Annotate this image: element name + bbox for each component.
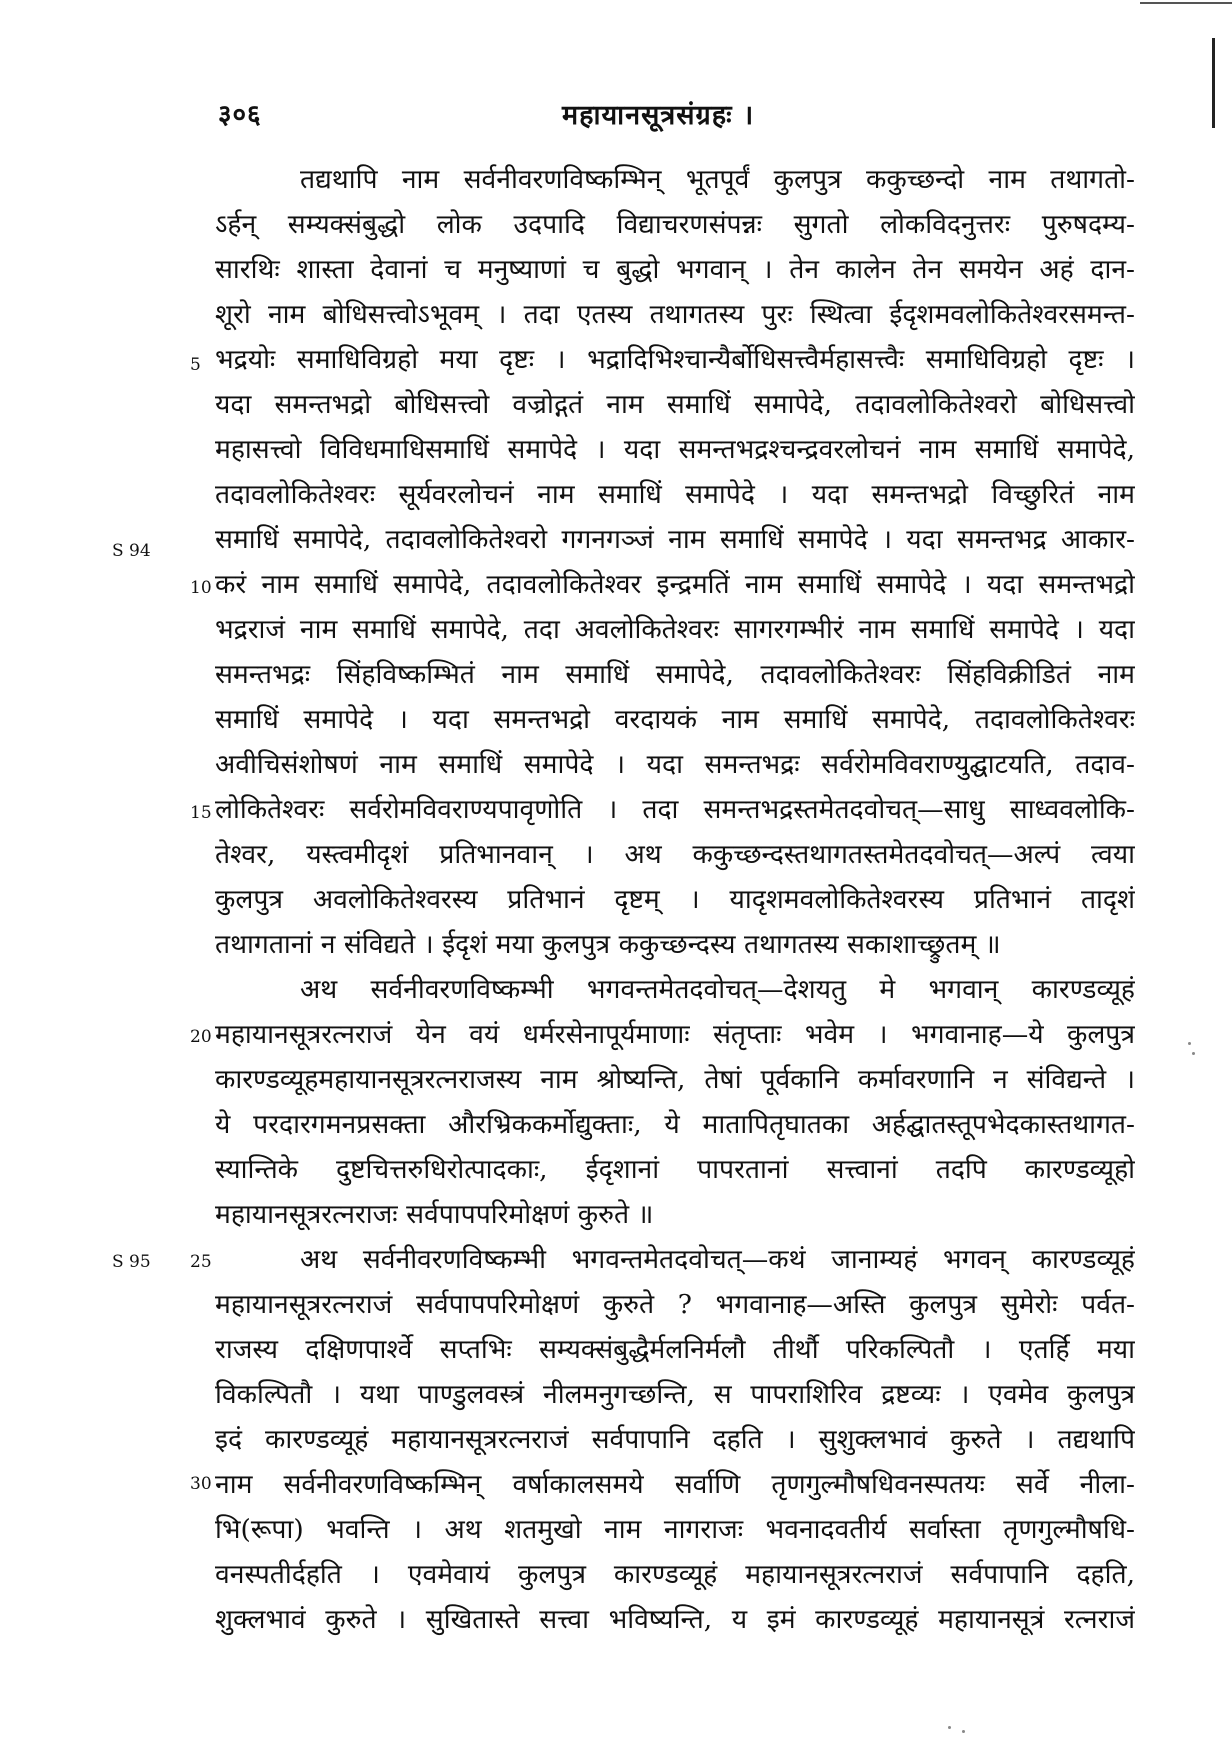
line-number: 30 xyxy=(190,1474,212,1494)
text-line: ऽर्हन् सम्यक्संबुद्धो लोक उदपादि विद्याचरणसंपन्नः सुगतो लोकविदनुत्तरः पुरुषदम्य- xyxy=(215,209,1135,240)
text-line: भि(रूपा) भवन्ति । अथ शतमुखो नाम नागराजः भवनादवतीर्य सर्वास्ता तृणगुल्मौषधि- xyxy=(215,1514,1135,1545)
scan-speck xyxy=(1188,1042,1191,1045)
text-line: भद्रयोः समाधिविग्रहो मया दृष्टः । भद्रादिभिश्चान्यैर्बोधिसत्त्वैर्महासत्त्वैः समाधिविग्रहो दृष्टः । xyxy=(215,344,1135,375)
text-line: सारथिः शास्ता देवानां च मनुष्याणां च बुद्धो भगवान् । तेन कालेन तेन समयेन अहं दान- xyxy=(215,254,1135,285)
scan-speck xyxy=(1192,1052,1195,1055)
text-line: महासत्त्वो विविधमाधिसमाधिं समापेदे । यदा समन्तभद्रश्चन्द्रवरलोचनं नाम समाधिं समापेदे, xyxy=(215,434,1135,465)
text-line: अथ सर्वनीवरणविष्कम्भी भगवन्तमेतदवोचत्—कथं जानाम्यहं भगवन् कारण्डव्यूहं xyxy=(300,1244,1135,1275)
scan-speck xyxy=(948,1726,951,1729)
text-line: अथ सर्वनीवरणविष्कम्भी भगवन्तमेतदवोचत्—देशयतु मे भगवान् कारण्डव्यूहं xyxy=(300,974,1135,1005)
text-line: तदावलोकितेश्वरः सूर्यवरलोचनं नाम समाधिं समापेदे । यदा समन्तभद्रो विच्छुरितं नाम xyxy=(215,479,1135,510)
text-line: यदा समन्तभद्रो बोधिसत्त्वो वज्रोद्गतं नाम समाधिं समापेदे, तदावलोकितेश्वरो बोधिसत्त्वो xyxy=(215,389,1135,420)
text-line: महायानसूत्ररत्नराजं सर्वपापपरिमोक्षणं कुरुते ? भगवानाह—अस्ति कुलपुत्र सुमेरोः पर्वत- xyxy=(215,1289,1135,1320)
binding-edge-line xyxy=(1212,38,1215,128)
margin-reference: S 95 xyxy=(112,1252,151,1272)
text-line: भद्रराजं नाम समाधिं समापेदे, तदा अवलोकितेश्वरः सागरगम्भीरं नाम समाधिं समापेदे । यदा xyxy=(215,614,1135,645)
line-number: 20 xyxy=(190,1027,212,1047)
page-number: ३०६ xyxy=(218,100,262,130)
text-line: समाधिं समापेदे । यदा समन्तभद्रो वरदायकं नाम समाधिं समापेदे, तदावलोकितेश्वरः xyxy=(215,704,1135,735)
scan-speck xyxy=(962,1730,965,1733)
text-line: राजस्य दक्षिणपार्श्वे सप्तभिः सम्यक्संबुद्धैर्मलनिर्मलौ तीर्थौ परिकल्पितौ । एतर्हि मया xyxy=(215,1334,1135,1365)
text-line: ये परदारगमनप्रसक्ता औरभ्रिककर्मोद्युक्ताः, ये मातापितृघातका अर्हद्घातस्तूपभेदकास्तथागत- xyxy=(215,1109,1135,1140)
top-edge-mark xyxy=(1140,2,1232,4)
line-number: 10 xyxy=(190,578,212,598)
text-line: स्यान्तिके दुष्टचित्तरुधिरोत्पादकाः, ईदृशानां पापरतानां सत्त्वानां तदपि कारण्डव्यूहो xyxy=(215,1154,1135,1185)
line-number: 15 xyxy=(190,803,212,823)
text-line: अवीचिसंशोषणं नाम समाधिं समापेदे । यदा समन्तभद्रः सर्वरोमविवराण्युद्घाटयति, तदाव- xyxy=(215,749,1135,780)
text-line: शुक्लभावं कुरुते । सुखितास्ते सत्त्वा भविष्यन्ति, य इमं कारण्डव्यूहं महायानसूत्रं रत्नराजं xyxy=(215,1604,1135,1635)
text-line: नाम सर्वनीवरणविष्कम्भिन् वर्षाकालसमये सर्वाणि तृणगुल्मौषधिवनस्पतयः सर्वे नीला- xyxy=(215,1469,1135,1500)
text-line: कारण्डव्यूहमहायानसूत्ररत्नराजस्य नाम श्रोष्यन्ति, तेषां पूर्वकानि कर्मावरणानि न संविद्यन्ते । xyxy=(215,1064,1135,1095)
running-title: महायानसूत्रसंग्रहः । xyxy=(562,100,755,131)
text-line: शूरो नाम बोधिसत्त्वोऽभूवम् । तदा एतस्य तथागतस्य पुरः स्थित्वा ईदृशमवलोकितेश्वरसमन्त- xyxy=(215,299,1135,330)
text-line: समाधिं समापेदे, तदावलोकितेश्वरो गगनगञ्जं नाम समाधिं समापेदे । यदा समन्तभद्र आकार- xyxy=(215,524,1135,555)
text-line: तथागतानां न संविद्यते । ईदृशं मया कुलपुत्र ककुच्छन्दस्य तथागतस्य सकाशाच्छ्रुतम् ॥ xyxy=(215,929,1001,960)
text-line: तद्यथापि नाम सर्वनीवरणविष्कम्भिन् भूतपूर्वं कुलपुत्र ककुच्छन्दो नाम तथागतो- xyxy=(300,164,1135,195)
text-line: करं नाम समाधिं समापेदे, तदावलोकितेश्वर इन्द्रमतिं नाम समाधिं समापेदे । यदा समन्तभद्रो xyxy=(215,569,1135,600)
text-line: कुलपुत्र अवलोकितेश्वरस्य प्रतिभानं दृष्टम् । यादृशमवलोकितेश्वरस्य प्रतिभानं तादृशं xyxy=(215,884,1135,915)
line-number: 5 xyxy=(190,355,201,375)
line-number: 25 xyxy=(190,1252,212,1272)
text-line: इदं कारण्डव्यूहं महायानसूत्ररत्नराजं सर्वपापानि दहति । सुशुक्लभावं कुरुते । तद्यथापि xyxy=(215,1424,1135,1455)
text-line: महायानसूत्ररत्नराजं येन वयं धर्मरसेनापूर्यमाणाः संतृप्ताः भवेम । भगवानाह—ये कुलपुत्र xyxy=(215,1019,1135,1050)
text-line: तेश्वर, यस्त्वमीदृशं प्रतिभानवान् । अथ ककुच्छन्दस्तथागतस्तमेतदवोचत्—अल्पं त्वया xyxy=(215,839,1135,870)
text-line: समन्तभद्रः सिंहविष्कम्भितं नाम समाधिं समापेदे, तदावलोकितेश्वरः सिंहविक्रीडितं नाम xyxy=(215,659,1135,690)
text-line: वनस्पतीर्दहति । एवमेवायं कुलपुत्र कारण्डव्यूहं महायानसूत्ररत्नराजं सर्वपापानि दहति, xyxy=(215,1559,1135,1590)
text-line: महायानसूत्ररत्नराजः सर्वपापपरिमोक्षणं कुरुते ॥ xyxy=(215,1199,654,1230)
text-line: लोकितेश्वरः सर्वरोमविवराण्यपावृणोति । तदा समन्तभद्रस्तमेतदवोचत्—साधु साध्ववलोकि- xyxy=(215,794,1135,825)
margin-reference: S 94 xyxy=(112,541,151,561)
text-line: विकल्पितौ । यथा पाण्डुलवस्त्रं नीलमनुगच्छन्ति, स पापराशिरिव द्रष्टव्यः । एवमेव कुलपुत्र xyxy=(215,1379,1135,1410)
